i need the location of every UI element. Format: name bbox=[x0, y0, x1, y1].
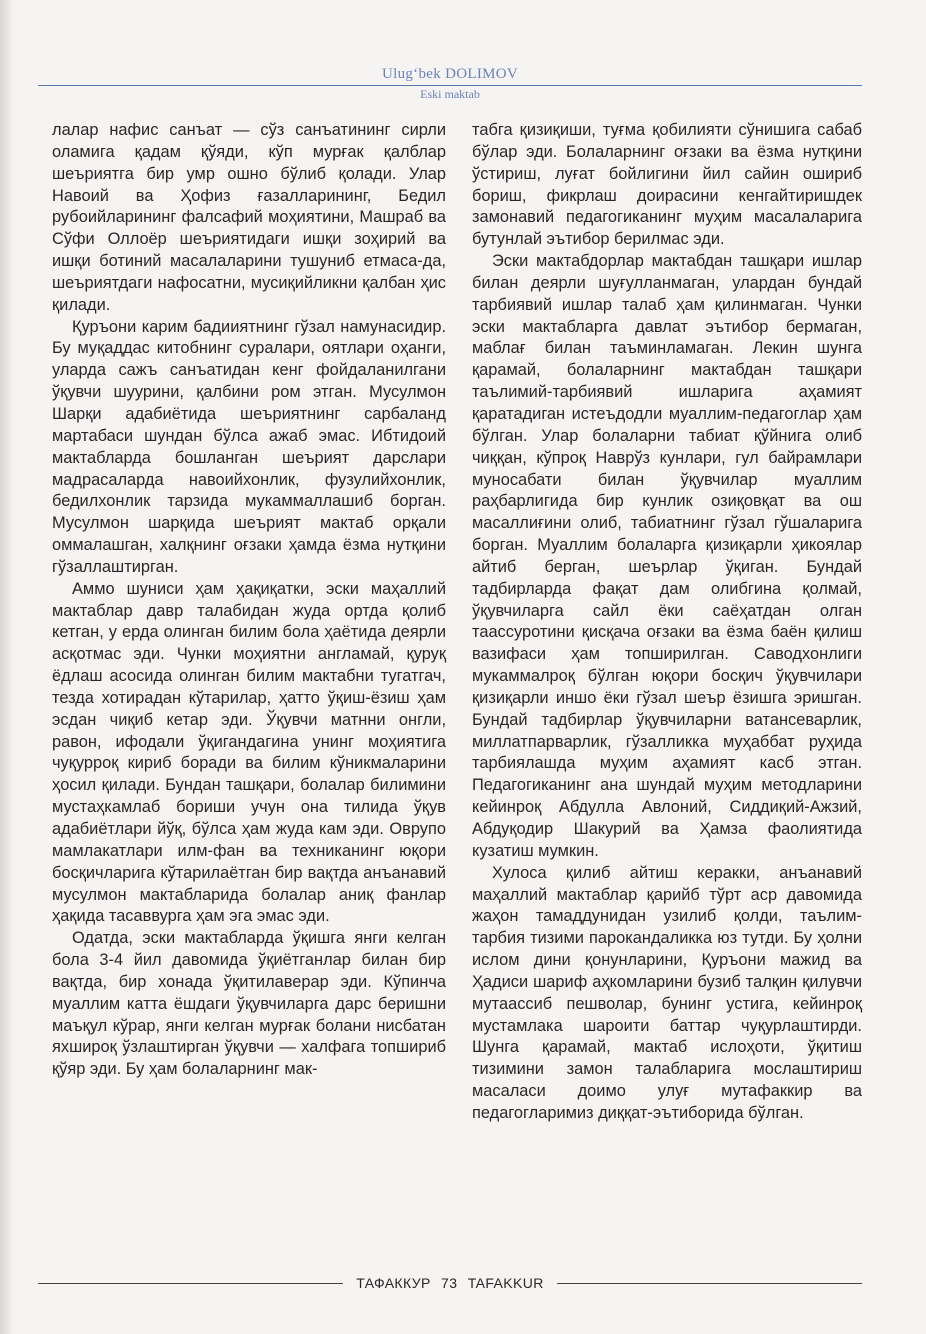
article-body bbox=[52, 120, 862, 1260]
author-name: Ulug‘bek DOLIMOV bbox=[381, 66, 519, 82]
footer-rule-left bbox=[38, 1283, 343, 1284]
left-column bbox=[52, 120, 446, 1260]
section-title: Eski maktab bbox=[420, 87, 480, 101]
page-footer bbox=[38, 1275, 862, 1291]
journal-name-cyrillic: ТАФАККУР bbox=[356, 1275, 431, 1291]
footer-rule-right bbox=[557, 1283, 862, 1284]
paragraph: Аммо шуниси ҳам ҳақиқатки, эски маҳаллий мактаблар давр талабидан жуда ортда қолиб кетган, у ерда олинган билим бола ҳаётида деярли асқотмас эди. Чунки моҳиятни англамай, қуруқ ёдлаш асосида олинган билим мактабни тугатгач, тезда хотирадан кўтарилар, ҳатто ўқиш-ёзиш ҳам эсдан чиқиб кетар эди. Ўқувчи матнни онгли, равон, ифодали ўқигандагина унинг моҳиятига чуқурроқ кириб боради ва билим кўникмаларини ҳосил қилади. Бундан ташқари, болалар билимини мустаҳкамлаб бориши учун она тилида ўқув адабиётлари йўқ, бўлса ҳам жуда кам эди. Оврупо мамлакатлари илм-фан ва техниканинг юқори босқичларига кўтарилаётган бир вақтда анъанавий мусулмон мактабларида болалар аниқ фанлар ҳақида тасаввурга ҳам эга эмас эди. bbox=[52, 579, 446, 926]
paragraph: табга қизиқиши, туғма қобилияти сўнишига сабаб бўлар эди. Болаларнинг оғзаки ва ёзма нутқини ўстириш, луғат бойлигини йил сайин ошириб бориш, фикрлаш доирасини кенгайтиришдек замонавий педагогиканинг муҳим масалаларига бутунлай эътибор берилмас эди. bbox=[472, 121, 862, 249]
page-number: 73 bbox=[441, 1275, 458, 1291]
paragraph: Эски мактабдорлар мактабдан ташқари ишлар билан деярли шуғулланмаган, улардан бундай тарбиявий ишлар талаб ҳам қилинмаган. Чунки эски мактабларга давлат эътибор бермаган, маблағ билан таъминламаган. Лекин шунга қарамай, болаларнинг мактабдан ташқари таълимий-тарбиявий ишларига аҳамият қаратадиган истеъдодли муаллим-педагоглар ҳам бўлган. Улар болаларни табиат қўйнига олиб чиққан, кўпроқ Наврўз кунлари, гул байрамлари муносабати билан ўқувчилар муаллим раҳбарлигида бир кунлик озиқовқат ва ош масаллиғини олиб, табиатнинг гўзал гўшаларига борган. Муаллим болаларга қизиқарли ҳикоялар айтиб берган, шеърлар ўқиган. Бундай тадбирларда фақат дам олибгина қолмай, ўқувчиларга сайл ёки саёҳатдан олган таассуротини қисқача оғзаки ва ёзма баён қилиш вазифаси ҳам топширилган. Саводхонлиги мукаммалроқ бўлган юқори босқич ўқувчилари қизиқарли иншо ёки гўзал шеър ёзишга эришган. Бундай тадбирлар ўқувчиларни ватансеварлик, миллатпарварлик, гўзалликка муҳаббат руҳида тарбиялашда муҳим аҳамият касб этган. Педагогиканинг ана шундай муҳим методларини кейинроқ Абдулла Авлоний, Сиддиқий-Ажзий, Абдуқодир Шакурий ва Ҳамза фаолиятида кузатиш мумкин. bbox=[472, 252, 862, 860]
running-header bbox=[38, 66, 862, 102]
paragraph: лалар нафис санъат — сўз санъатининг сирли оламига қадам қўяди, кўп мурғак қалблар шеъриятга бир умр ошно бўлиб қолади. Улар Навоий ва Ҳофиз ғазалларининг, Бедил рубоийларининг фалсафий моҳиятини, Машраб ва Сўфи Оллоёр шеъриятидаги ишқи зоҳирий ва ишқи ботиний масалаларини тушуниб етмаса-да, шеъриятдаги нафосатни, мусиқийликни қалбан ҳис қилади. bbox=[52, 121, 446, 314]
paragraph: Одатда, эски мактабларда ўқишга янги келган бола 3-4 йил давомида ўқиётганлар билан бир вақтда, бир хонада ўқитилаверар эди. Кўпинча муаллим катта ёшдаги ўқувчиларга дарс беришни маъқул кўрар, янги келган мурғак болани нисбатан яхшироқ ўзлаштирган ўқувчи — халфага топшириб қўяр эди. Бу ҳам болаларнинг мак- bbox=[52, 929, 446, 1079]
page-edge-shadow bbox=[0, 0, 14, 1334]
journal-name-latin: TAFAKKUR bbox=[467, 1275, 544, 1291]
right-column bbox=[472, 120, 862, 1260]
paragraph: Қуръони карим бадииятнинг гўзал намунасидир. Бу муқаддас китобнинг суралари, оятлари оҳанги, уларда сажъ санъатидан кенг фойдаланилгани ўқувчи шуурини, қалбини ром этган. Мусулмон Шарқи адабиётида шеъриятнинг сарбаланд мартабаси шундан бўлса ажаб эмас. Ибтидоий мактабларда бошланган шеърият дарслари мадрасаларда навоийхонлик, фузулийхонлик, бедилхонлик тарзида мукаммаллашиб борган. Мусулмон шарқида шеърият мактаб орқали оммалашган, халқнинг оғзаки ҳамда ёзма нутқини гўзаллаштирган. bbox=[52, 317, 446, 576]
folio bbox=[343, 1275, 557, 1291]
paragraph: Хулоса қилиб айтиш керакки, анъанавий маҳаллий мактаблар қарийб тўрт аср давомида жаҳон тамаддунидан узилиб қолди, таълим-тарбия тизими парокандаликка юз тутди. Бу ҳолни ислом дини қонунларини, Қуръони мажид ва Ҳадиси шариф аҳкомларини бузиб талқин қилувчи мутаассиб пешволар, бунинг устига, кейинроқ мустамлака шароити баттар чуқурлаштирди. Шунга қарамай, мактаб ислоҳоти, ўқитиш тизимини замон талабларига мослаштириш масаласи доимо улуғ мутафаккир ва педагогларимиз диққат-эътиборида бўлган. bbox=[472, 863, 862, 1122]
